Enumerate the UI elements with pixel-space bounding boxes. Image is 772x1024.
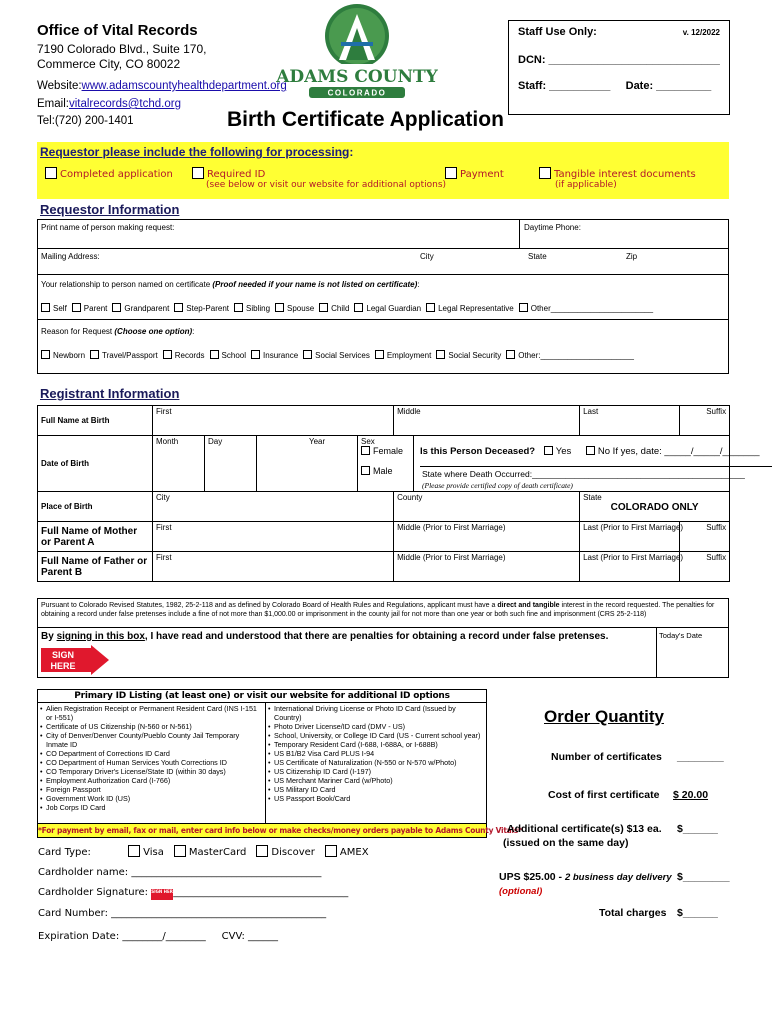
relationship-checkbox[interactable] (275, 303, 284, 312)
relationship-option-label: Legal Representative (438, 304, 514, 313)
relationship-option-label: Other_______________________ (530, 304, 654, 313)
relationship-option-label: Self (53, 304, 67, 313)
relationship-option-label: Step-Parent (186, 304, 229, 313)
relationship-checkbox[interactable] (234, 303, 243, 312)
reason-option-insurance[interactable] (251, 351, 298, 360)
relationship-label: Your relationship to person named on certificate (Proof needed if your name is not listed on certificate): (41, 280, 420, 289)
requestor-include-band (37, 142, 729, 199)
sex-female-option[interactable]: Female (361, 446, 410, 456)
office-address-2: Commerce City, CO 80022 (37, 57, 181, 71)
required-id-note: (see below or visit our website for additional options) (206, 180, 447, 190)
email-link[interactable]: vitalrecords@tchd.org (68, 98, 181, 110)
cost-first-value: $ 20.00 (673, 789, 709, 801)
reason-option-travel-passport[interactable] (90, 351, 158, 360)
dob-month-field[interactable]: Month (153, 436, 205, 492)
sign-here-text-1: SIGN (51, 650, 75, 660)
additional-field[interactable]: $______ (677, 823, 718, 835)
id-list-item: • Photo Driver License/ID card (DMV - US) (268, 722, 484, 731)
relationship-option-label: Spouse (287, 304, 315, 313)
id-list-item: • Certificate of US Citizenship (N-560 or N-561) (40, 722, 263, 731)
id-list-item: • CO Temporary Driver's License/State ID (within 30 days) (40, 767, 263, 776)
father-label: Full Name of Father or Parent B (38, 552, 153, 582)
card-type-mastercard[interactable] (174, 847, 247, 858)
card-type-label: Visa (143, 847, 164, 858)
logo-subtext: COLORADO (327, 88, 387, 98)
relationship-option-label: Parent (83, 304, 108, 313)
sign-here-text-2: HERE (50, 661, 76, 671)
deceased-no-checkbox[interactable] (586, 446, 595, 455)
relationship-checkbox[interactable] (174, 303, 183, 312)
id-list-item: • US Citizenship ID Card (I-197) (268, 767, 484, 776)
relationship-option-legal-guardian[interactable] (354, 304, 421, 313)
suffix-field[interactable]: Suffix (680, 406, 730, 436)
id-list-item: • Job Corps ID Card (40, 803, 263, 812)
dob-label: Date of Birth (38, 436, 153, 492)
additional-note: (issued on the same day) (503, 837, 629, 849)
daytime-phone-field[interactable]: Daytime Phone: (520, 220, 728, 249)
card-type-label: MasterCard (188, 847, 247, 858)
relationship-option-spouse[interactable] (275, 304, 314, 313)
card-type-checkbox[interactable] (325, 845, 337, 857)
father-first-field[interactable]: First (153, 552, 394, 582)
pob-state-field: State COLORADO ONLY (580, 492, 730, 522)
legal-sign-box (37, 598, 729, 678)
id-list-item: • Temporary Resident Card (I-688, I-688A, or I-688B) (268, 740, 484, 749)
reason-checkbox[interactable] (251, 350, 260, 359)
office-name: Office of Vital Records (37, 22, 198, 39)
total-label: Total charges (599, 907, 667, 919)
reason-option-records[interactable] (163, 351, 205, 360)
payment-checkbox[interactable] (445, 167, 457, 179)
cardholder-signature-field[interactable]: Cardholder Signature: SIGN HERE___________________________________ (38, 887, 349, 898)
sign-statement: By signing in this box, I have read and understood that there are penalties for obtaining a record under false pretenses. (41, 631, 609, 642)
id-list-item: • Government Work ID (US) (40, 794, 263, 803)
colorado-only-label: COLORADO ONLY (610, 502, 699, 513)
reason-checkbox[interactable] (41, 350, 50, 359)
relationship-option-self[interactable] (41, 304, 67, 313)
relationship-checkbox[interactable] (426, 303, 435, 312)
card-type-label: AMEX (339, 847, 369, 858)
tangible-check[interactable]: Tangible interest documents (if applicable) (539, 167, 696, 190)
completed-application-checkbox[interactable] (45, 167, 57, 179)
mother-last-field[interactable]: Last (Prior to First Marriage) (580, 522, 680, 552)
id-list-item: • Employment Authorization Card (I-766) (40, 776, 263, 785)
divider (38, 319, 728, 320)
card-type-checkbox[interactable] (174, 845, 186, 857)
staff-use-box (508, 20, 730, 115)
relationship-option-sibling[interactable] (234, 304, 270, 313)
reason-checkbox[interactable] (210, 350, 219, 359)
reason-option-employment[interactable] (375, 351, 431, 360)
payment-banner: *For payment by email, fax or mail, enter card info below or make checks/money orders payable to Adams County Vitals* (37, 824, 487, 838)
card-type-checkbox[interactable] (256, 845, 268, 857)
relationship-option-child[interactable] (319, 304, 349, 313)
relationship-option-parent[interactable] (72, 304, 108, 313)
reason-option-label: Records (174, 351, 205, 360)
pob-label: Place of Birth (38, 492, 153, 522)
deceased-row: Is this Person Deceased? Yes No If yes, date: _____/_____/_______ (420, 446, 760, 457)
reason-checkbox[interactable] (303, 350, 312, 359)
order-quantity-section (497, 689, 730, 945)
divider (420, 466, 772, 467)
id-list-item: • US Military ID Card (268, 785, 484, 794)
card-type-checkbox[interactable] (128, 845, 140, 857)
email-label: Email: (37, 98, 69, 110)
card-type-label: Discover (271, 847, 315, 858)
registrant-info-heading: Registrant Information (40, 386, 180, 401)
todays-date-field[interactable]: Today's Date (656, 627, 728, 677)
death-state-field[interactable]: State where Death Occurred:_____________________________________________ (422, 469, 745, 479)
sign-here-arrow-icon (41, 645, 109, 675)
id-list-item: • CO Department of Corrections ID Card (40, 749, 263, 758)
reason-checkbox[interactable] (506, 350, 515, 359)
id-list-item: • School, University, or College ID Card (US - Current school year) (268, 731, 484, 740)
page-title: Birth Certificate Application (227, 108, 504, 131)
mini-sign-here-icon: SIGN HERE (151, 889, 173, 900)
ups-row: UPS $25.00 - 2 business day delivery (499, 871, 672, 883)
card-number-field[interactable]: Card Number: ___________________________________________ (38, 908, 327, 919)
reason-checkbox[interactable] (163, 350, 172, 359)
primary-id-box (37, 689, 487, 824)
registrant-table (37, 405, 760, 582)
relationship-option-label: Grandparent (124, 304, 170, 313)
relationship-checkbox[interactable] (72, 303, 81, 312)
relationship-option-label: Legal Guardian (366, 304, 422, 313)
id-list-right (266, 703, 486, 824)
reason-checkbox[interactable] (90, 350, 99, 359)
sex-deceased-cell (358, 436, 760, 492)
reason-option-newborn[interactable] (41, 351, 85, 360)
cost-first-label: Cost of first certificate (548, 789, 660, 801)
father-last-field[interactable]: Last (Prior to First Marriage) (580, 552, 680, 582)
id-list-item: • City of Denver/Denver County/Pueblo County Jail Temporary Inmate ID (40, 731, 263, 749)
pob-city-field[interactable]: City (153, 492, 394, 522)
reason-option-label: Newborn (53, 351, 86, 360)
id-list-left (38, 703, 266, 824)
reason-option-label: School (221, 351, 247, 360)
form-version: v. 12/2022 (682, 28, 720, 37)
id-list-item: • US Passport Book/Card (268, 794, 484, 803)
logo-emblem-icon (276, 2, 438, 102)
requestor-info-box (37, 219, 729, 374)
relationship-checkbox[interactable] (354, 303, 363, 312)
reason-option-label: Employment (386, 351, 432, 360)
card-type-amex[interactable] (325, 847, 369, 858)
relationship-checkbox[interactable] (519, 303, 528, 312)
mailing-address-field[interactable]: Mailing Address: City State Zip (38, 249, 728, 275)
required-id-check[interactable]: Required ID (see below or visit our website for additional options) (192, 167, 446, 190)
signature-area[interactable] (118, 645, 653, 675)
requestor-info-heading: Requestor Information (40, 202, 180, 217)
num-certs-label: Number of certificates (551, 751, 662, 763)
ups-optional: (optional) (499, 886, 543, 897)
reason-option-label: Insurance (263, 351, 299, 360)
order-quantity-heading: Order Quantity (544, 707, 664, 726)
first-name-field[interactable]: First (153, 406, 394, 436)
website-row (37, 80, 287, 92)
include-heading: Requestor please include the following for processing: (40, 145, 354, 159)
reason-checkbox[interactable] (375, 350, 384, 359)
death-note: (Please provide certified copy of death certificate) (422, 481, 573, 490)
payment-check[interactable]: Payment (445, 167, 504, 180)
logo-text: ADAMS COUNTY (276, 67, 438, 87)
id-list-item: • Foreign Passport (40, 785, 263, 794)
staff-date-field[interactable]: Staff: __________ Date: _________ (518, 80, 712, 92)
relationship-option-step-parent[interactable] (174, 304, 229, 313)
mother-middle-field[interactable]: Middle (Prior to First Marriage) (394, 522, 580, 552)
completed-application-check[interactable]: Completed application (45, 167, 173, 180)
father-suffix-field[interactable]: Suffix (680, 552, 730, 582)
staff-use-label: Staff Use Only: (518, 26, 597, 38)
card-type-discover[interactable] (256, 847, 315, 858)
id-list-item: • US Certificate of Naturalization (N-550 or N-570 w/Photo) (268, 758, 484, 767)
relationship-checkbox[interactable] (319, 303, 328, 312)
deceased-yes-checkbox[interactable] (544, 446, 553, 455)
tangible-checkbox[interactable] (539, 167, 551, 179)
ups-field[interactable]: $________ (677, 871, 730, 883)
female-checkbox[interactable] (361, 446, 370, 455)
expiration-cvv-field[interactable]: Expiration Date: ________/________ CVV: ______ (38, 931, 279, 942)
relationship-checkbox[interactable] (41, 303, 50, 312)
full-name-label: Full Name at Birth (38, 406, 153, 436)
relationship-option-legal-representative[interactable] (426, 304, 514, 313)
sex-field: Sex Female Male (358, 436, 414, 491)
sex-male-option[interactable]: Male (361, 466, 410, 476)
relationship-option-label: Sibling (246, 304, 271, 313)
middle-name-field[interactable]: Middle (394, 406, 580, 436)
relationship-option-label: Child (331, 304, 350, 313)
dob-year-field[interactable]: Year (257, 436, 358, 492)
relationship-option-grandparent[interactable] (112, 304, 169, 313)
dcn-field[interactable]: DCN: ____________________________ (518, 54, 720, 66)
mother-suffix-field[interactable]: Suffix (680, 522, 730, 552)
last-name-field[interactable]: Last (580, 406, 680, 436)
reason-option-label: Social Security (448, 351, 502, 360)
num-certs-field[interactable]: ________ (677, 751, 724, 763)
reason-option-other[interactable] (506, 351, 634, 360)
required-id-checkbox[interactable] (192, 167, 204, 179)
reason-option-label: Other:_____________________ (518, 351, 634, 360)
reason-option-social-security[interactable] (436, 351, 501, 360)
office-address-1: 7190 Colorado Blvd., Suite 170, (37, 42, 207, 56)
relationship-option-other[interactable] (519, 304, 653, 313)
relationship-options (41, 303, 658, 313)
male-checkbox[interactable] (361, 466, 370, 475)
website-label: Website: (37, 80, 82, 92)
print-name-field[interactable]: Print name of person making request: (38, 220, 520, 249)
office-tel: Tel:(720) 200-1401 (37, 115, 134, 127)
reason-option-label: Travel/Passport (102, 351, 158, 360)
id-list-item: • International Driving License or Photo ID Card (Issued by Country) (268, 704, 484, 722)
total-field[interactable]: $______ (677, 907, 718, 919)
pob-county-field[interactable]: County (394, 492, 580, 522)
reason-label: Reason for Request (Choose one option): (41, 327, 195, 336)
dob-day-field[interactable]: Day (205, 436, 257, 492)
legal-text: Pursuant to Colorado Revised Statutes, 1982, 25-2-118 and as defined by Colorado Board of Health Rules and Regulations, applicant must have a direct and tangible interest in the record requested. The penalties for obtaining a record under false pretenses include a fine of not more than $1,000.00 or imprisonment in the county jail for not more than one year or both such fine and imprisonment (CRS 25-2-118) (41, 602, 715, 618)
id-list-item: • CO Department of Human Services Youth Corrections ID (40, 758, 263, 767)
mother-label: Full Name of Mother or Parent A (38, 522, 153, 552)
tangible-note: (if applicable) (555, 180, 617, 190)
card-type-row: Card Type: Visa MasterCard Discover AMEX (38, 847, 369, 858)
divider (38, 627, 728, 628)
father-middle-field[interactable]: Middle (Prior to First Marriage) (394, 552, 580, 582)
cardholder-name-field[interactable]: Cardholder name: ______________________________________ (38, 867, 322, 878)
reason-checkbox[interactable] (436, 350, 445, 359)
id-list-item: • Alien Registration Receipt or Permanent Resident Card (INS I-151 or I-551) (40, 704, 263, 722)
id-list-item: • US B1/B2 Visa Card PLUS I-94 (268, 749, 484, 758)
adams-county-logo (276, 2, 438, 102)
reason-option-social-services[interactable] (303, 351, 370, 360)
relationship-checkbox[interactable] (112, 303, 121, 312)
reason-option-school[interactable] (210, 351, 246, 360)
id-list-item: • US Merchant Mariner Card (w/Photo) (268, 776, 484, 785)
reason-options (41, 350, 639, 360)
additional-label: Additional certificate(s) $13 ea. (507, 823, 662, 835)
primary-id-heading: Primary ID Listing (at least one) or visit our website for additional ID options (38, 690, 486, 703)
website-link[interactable]: www.adamscountyhealthdepartment.org (81, 80, 287, 92)
reason-option-label: Social Services (315, 351, 370, 360)
mother-first-field[interactable]: First (153, 522, 394, 552)
card-type-visa[interactable] (128, 847, 164, 858)
